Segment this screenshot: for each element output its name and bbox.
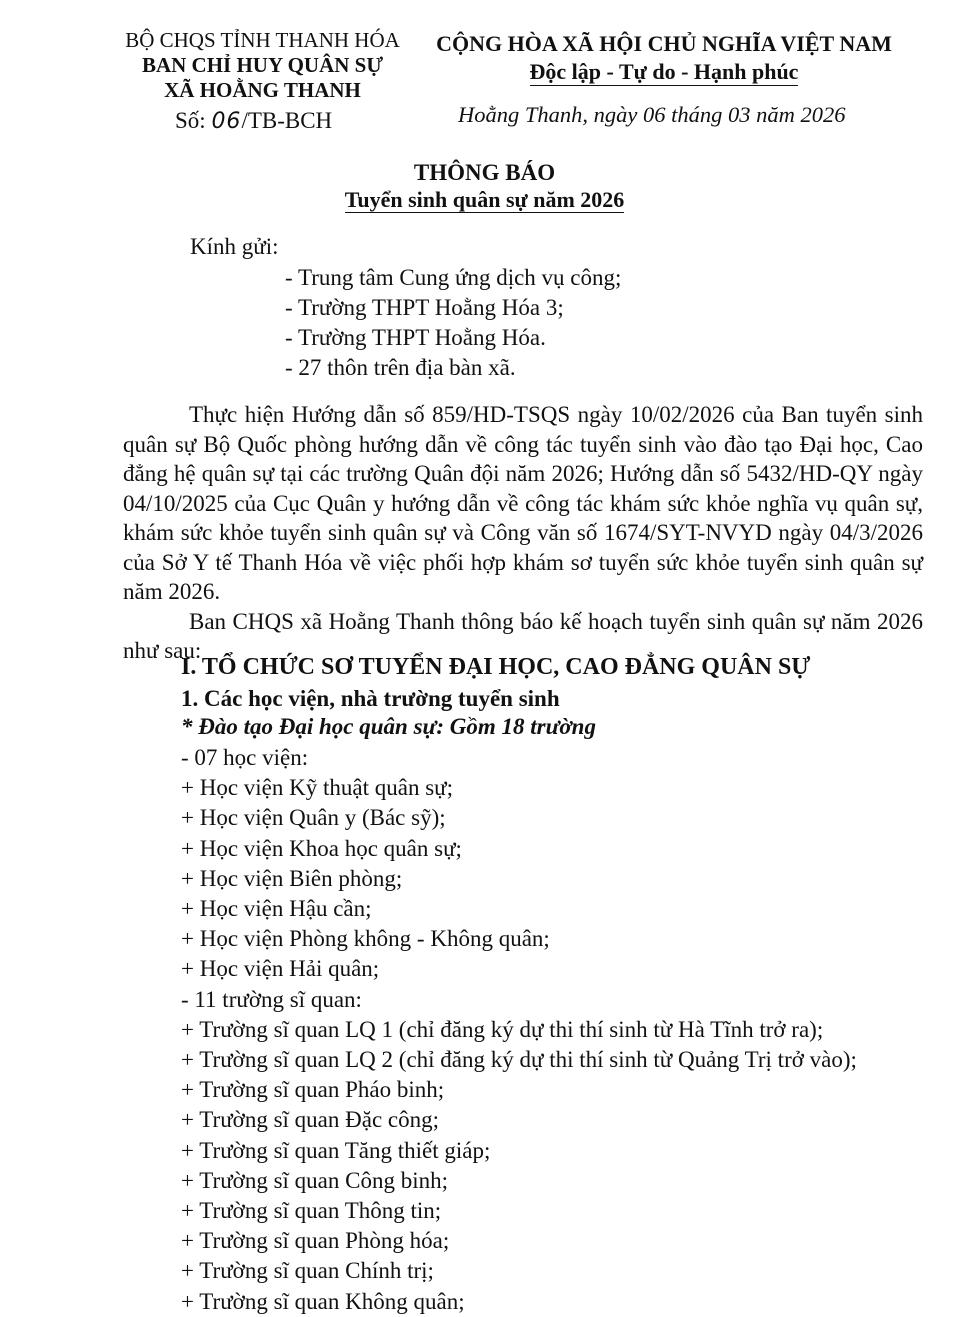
authority-line-3: XÃ HOẰNG THANH <box>164 78 361 102</box>
list-item: - 11 trường sĩ quan: <box>181 986 362 1012</box>
list-item: + Trường sĩ quan Tăng thiết giáp; <box>181 1137 491 1163</box>
section-heading: I. TỔ CHỨC SƠ TUYỂN ĐẠI HỌC, CAO ĐẲNG QUÂN SỰ <box>181 654 811 680</box>
recipient-item: - 27 thôn trên địa bàn xã. <box>285 355 516 380</box>
list-item: + Trường sĩ quan Thông tin; <box>181 1198 442 1224</box>
list-item: + Trường sĩ quan Công binh; <box>181 1167 449 1193</box>
list-item: + Học viện Hải quân; <box>181 956 380 982</box>
list-item: + Học viện Phòng không - Không quân; <box>181 926 550 952</box>
list-item: + Trường sĩ quan Chính trị; <box>181 1258 434 1284</box>
recipient-item: - Trường THPT Hoằng Hóa 3; <box>285 295 564 320</box>
recipient-item: - Trung tâm Cung ứng dịch vụ công; <box>285 265 622 290</box>
doc-number-handwritten: 06 <box>211 109 242 134</box>
national-motto: Độc lập - Tự do - Hạnh phúc <box>529 59 799 84</box>
document-subject-text: Tuyển sinh quân sự năm 2026 <box>344 187 625 212</box>
list-item: + Trường sĩ quan Phòng hóa; <box>181 1228 450 1254</box>
list-item: + Học viện Quân y (Bác sỹ); <box>181 805 446 831</box>
doc-number-suffix: /TB-BCH <box>241 108 333 133</box>
document-type-title: THÔNG BÁO <box>413 160 556 185</box>
list-item: + Trường sĩ quan LQ 1 (chỉ đăng ký dự thi thí sinh từ Hà Tĩnh trở ra); <box>181 1016 824 1042</box>
subsection-heading: 1. Các học viện, nhà trường tuyển sinh <box>181 686 560 711</box>
recipients-list <box>285 263 621 383</box>
list-item: + Trường sĩ quan Đặc công; <box>181 1107 440 1133</box>
authority-line-2: BAN CHỈ HUY QUÂN SỰ <box>141 53 384 77</box>
body-text <box>123 400 923 666</box>
recipients-label: Kính gửi: <box>190 234 279 259</box>
national-header <box>425 30 903 86</box>
recipient-item: - Trường THPT Hoằng Hóa. <box>285 325 546 350</box>
school-list <box>181 743 857 1317</box>
country-name: CỘNG HÒA XÃ HỘI CHỦ NGHĨA VIỆT NAM <box>436 31 892 56</box>
list-item: + Học viện Hậu cần; <box>181 896 372 922</box>
authority-line-1: BỘ CHQS TỈNH THANH HÓA <box>125 28 400 52</box>
list-item: + Trường sĩ quan LQ 2 (chỉ đăng ký dự thi thí sinh từ Quảng Trị trở vào); <box>181 1047 857 1073</box>
document-subject <box>0 187 969 213</box>
place-and-date: Hoằng Thanh, ngày 06 tháng 03 năm 2026 <box>458 102 846 127</box>
list-item: + Trường sĩ quan Pháo binh; <box>181 1077 445 1103</box>
body-paragraph: Thực hiện Hướng dẫn số 859/HD-TSQS ngày 10/02/2026 của Ban tuyển sinh quân sự Bộ Quốc phòng hướng dẫn về công tác tuyển sinh vào đào tạo Đại học, Cao đẳng hệ quân sự tại các trường Quân đội năm 2026; Hướng dẫn số 5432/HD-QY ngày 04/10/2025 của Cục Quân y hướng dẫn về công tác khám sức khỏe nghĩa vụ quân sự, khám sức khỏe tuyển sinh quân sự và Công văn số 1674/SYT-NVYD ngày 04/3/2026 của Sở Y tế Thanh Hóa về việc phối hợp khám sơ tuyển sức khỏe tuyển sinh quân sự năm 2026. <box>123 402 923 604</box>
list-item: + Học viện Khoa học quân sự; <box>181 835 462 861</box>
italic-heading: * Đào tạo Đại học quân sự: Gồm 18 trường <box>181 714 596 739</box>
body-paragraph: Ban CHQS xã Hoằng Thanh thông báo kế hoạch tuyển sinh quân sự năm 2026 như sau: <box>123 608 923 663</box>
list-item: + Học viện Biên phòng; <box>181 865 403 891</box>
list-item: + Trường sĩ quan Không quân; <box>181 1288 465 1314</box>
issuing-authority <box>95 28 430 103</box>
doc-number-prefix: Số: <box>175 108 206 133</box>
list-item: + Học viện Kỹ thuật quân sự; <box>181 775 454 801</box>
list-item: - 07 học viện: <box>181 745 309 770</box>
document-number <box>175 108 332 134</box>
